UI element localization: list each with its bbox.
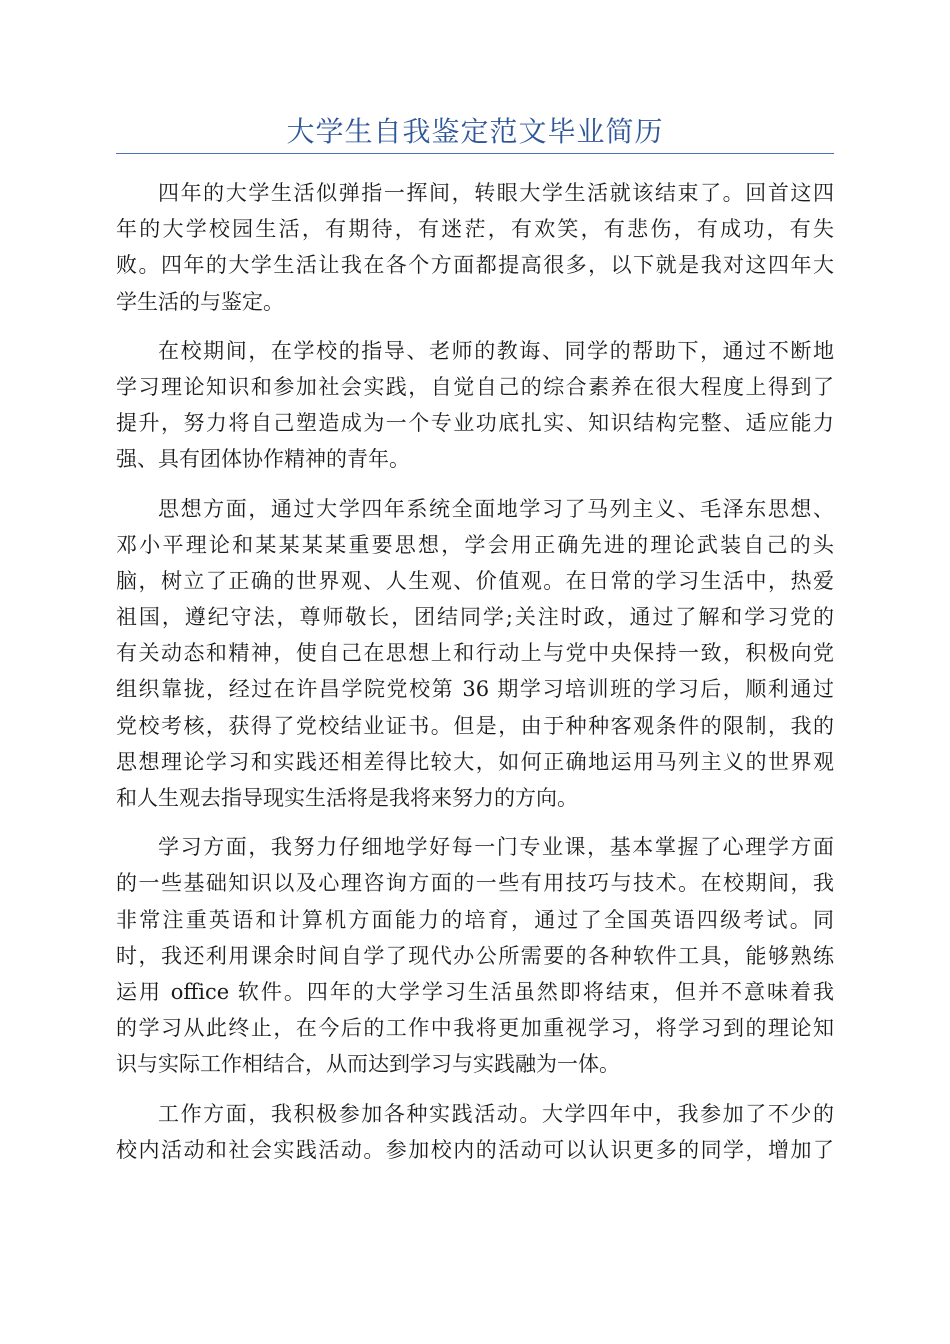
paragraph-line: 强、具有团体协作精神的青年。	[116, 447, 410, 472]
paragraph-line: 思想理论学习和实践还相差得比较大，如何正确地运用马列主义的世界观	[116, 749, 834, 774]
paragraph-line: 运用 office 软件。四年的大学学习生活虽然即将结束，但并不意味着我	[116, 979, 834, 1004]
paragraph-line: 提升，努力将自己塑造成为一个专业功底扎实、知识结构完整、适应能力	[116, 411, 834, 436]
paragraph	[116, 491, 834, 817]
paragraph-line: 和人生观去指导现实生活将是我将来努力的方向。	[116, 786, 578, 810]
paragraph-line: 脑，树立了正确的世界观、人生观、价值观。在日常的学习生活中，热爱	[116, 568, 834, 593]
document-title: 大学生自我鉴定范文毕业简历	[286, 115, 664, 148]
paragraph	[116, 829, 834, 1082]
paragraph-line: 年的大学校园生活，有期待，有迷茫，有欢笑，有悲伤，有成功，有失	[116, 217, 834, 242]
paragraph-line: 思想方面，通过大学四年系统全面地学习了马列主义、毛泽东思想、	[158, 496, 834, 521]
paragraph-line: 的学习从此终止，在今后的工作中我将更加重视学习，将学习到的理论知	[116, 1016, 834, 1041]
paragraph-line: 识与实际工作相结合，从而达到学习与实践融为一体。	[116, 1052, 620, 1077]
paragraph-line: 四年的大学生活似弹指一挥间，转眼大学生活就该结束了。回首这四	[158, 181, 834, 205]
paragraph	[116, 1096, 834, 1168]
document-body	[116, 175, 834, 1181]
paragraph-line: 在校期间，在学校的指导、老师的教诲、同学的帮助下，通过不断地	[158, 338, 834, 363]
paragraph	[116, 333, 834, 478]
paragraph-line: 有关动态和精神，使自己在思想上和行动上与党中央保持一致，积极向党	[116, 641, 834, 666]
paragraph-line: 祖国，遵纪守法，尊师敬长，团结同学;关注时政，通过了解和学习党的	[116, 605, 834, 630]
paragraph-line: 的一些基础知识以及心理咨询方面的一些有用技巧与技术。在校期间，我	[116, 871, 834, 896]
paragraph-line: 学习方面，我努力仔细地学好每一门专业课，基本掌握了心理学方面	[158, 835, 834, 860]
paragraph-line: 组织靠拢，经过在许昌学院党校第 36 期学习培训班的学习后，顺利通过	[116, 677, 834, 702]
title-underline	[116, 153, 834, 154]
paragraph-line: 校内活动和社会实践活动。参加校内的活动可以认识更多的同学，增加了	[116, 1137, 834, 1162]
paragraph-line: 时，我还利用课余时间自学了现代办公所需要的各种软件工具，能够熟练	[116, 943, 834, 968]
paragraph-line: 非常注重英语和计算机方面能力的培育，通过了全国英语四级考试。同	[116, 907, 834, 932]
paragraph-line: 工作方面，我积极参加各种实践活动。大学四年中，我参加了不少的	[158, 1101, 834, 1126]
paragraph-line: 学习理论知识和参加社会实践，自觉自己的综合素养在很大程度上得到了	[116, 374, 834, 399]
paragraph-line: 党校考核，获得了党校结业证书。但是，由于种种客观条件的限制，我的	[116, 713, 834, 738]
paragraph-line: 邓小平理论和某某某某重要思想，学会用正确先进的理论武装自己的头	[116, 532, 834, 557]
paragraph-line: 败。四年的大学生活让我在各个方面都提高很多，以下就是我对这四年大	[116, 253, 834, 278]
paragraph	[116, 175, 834, 320]
paragraph-line: 学生活的与鉴定。	[116, 289, 284, 314]
